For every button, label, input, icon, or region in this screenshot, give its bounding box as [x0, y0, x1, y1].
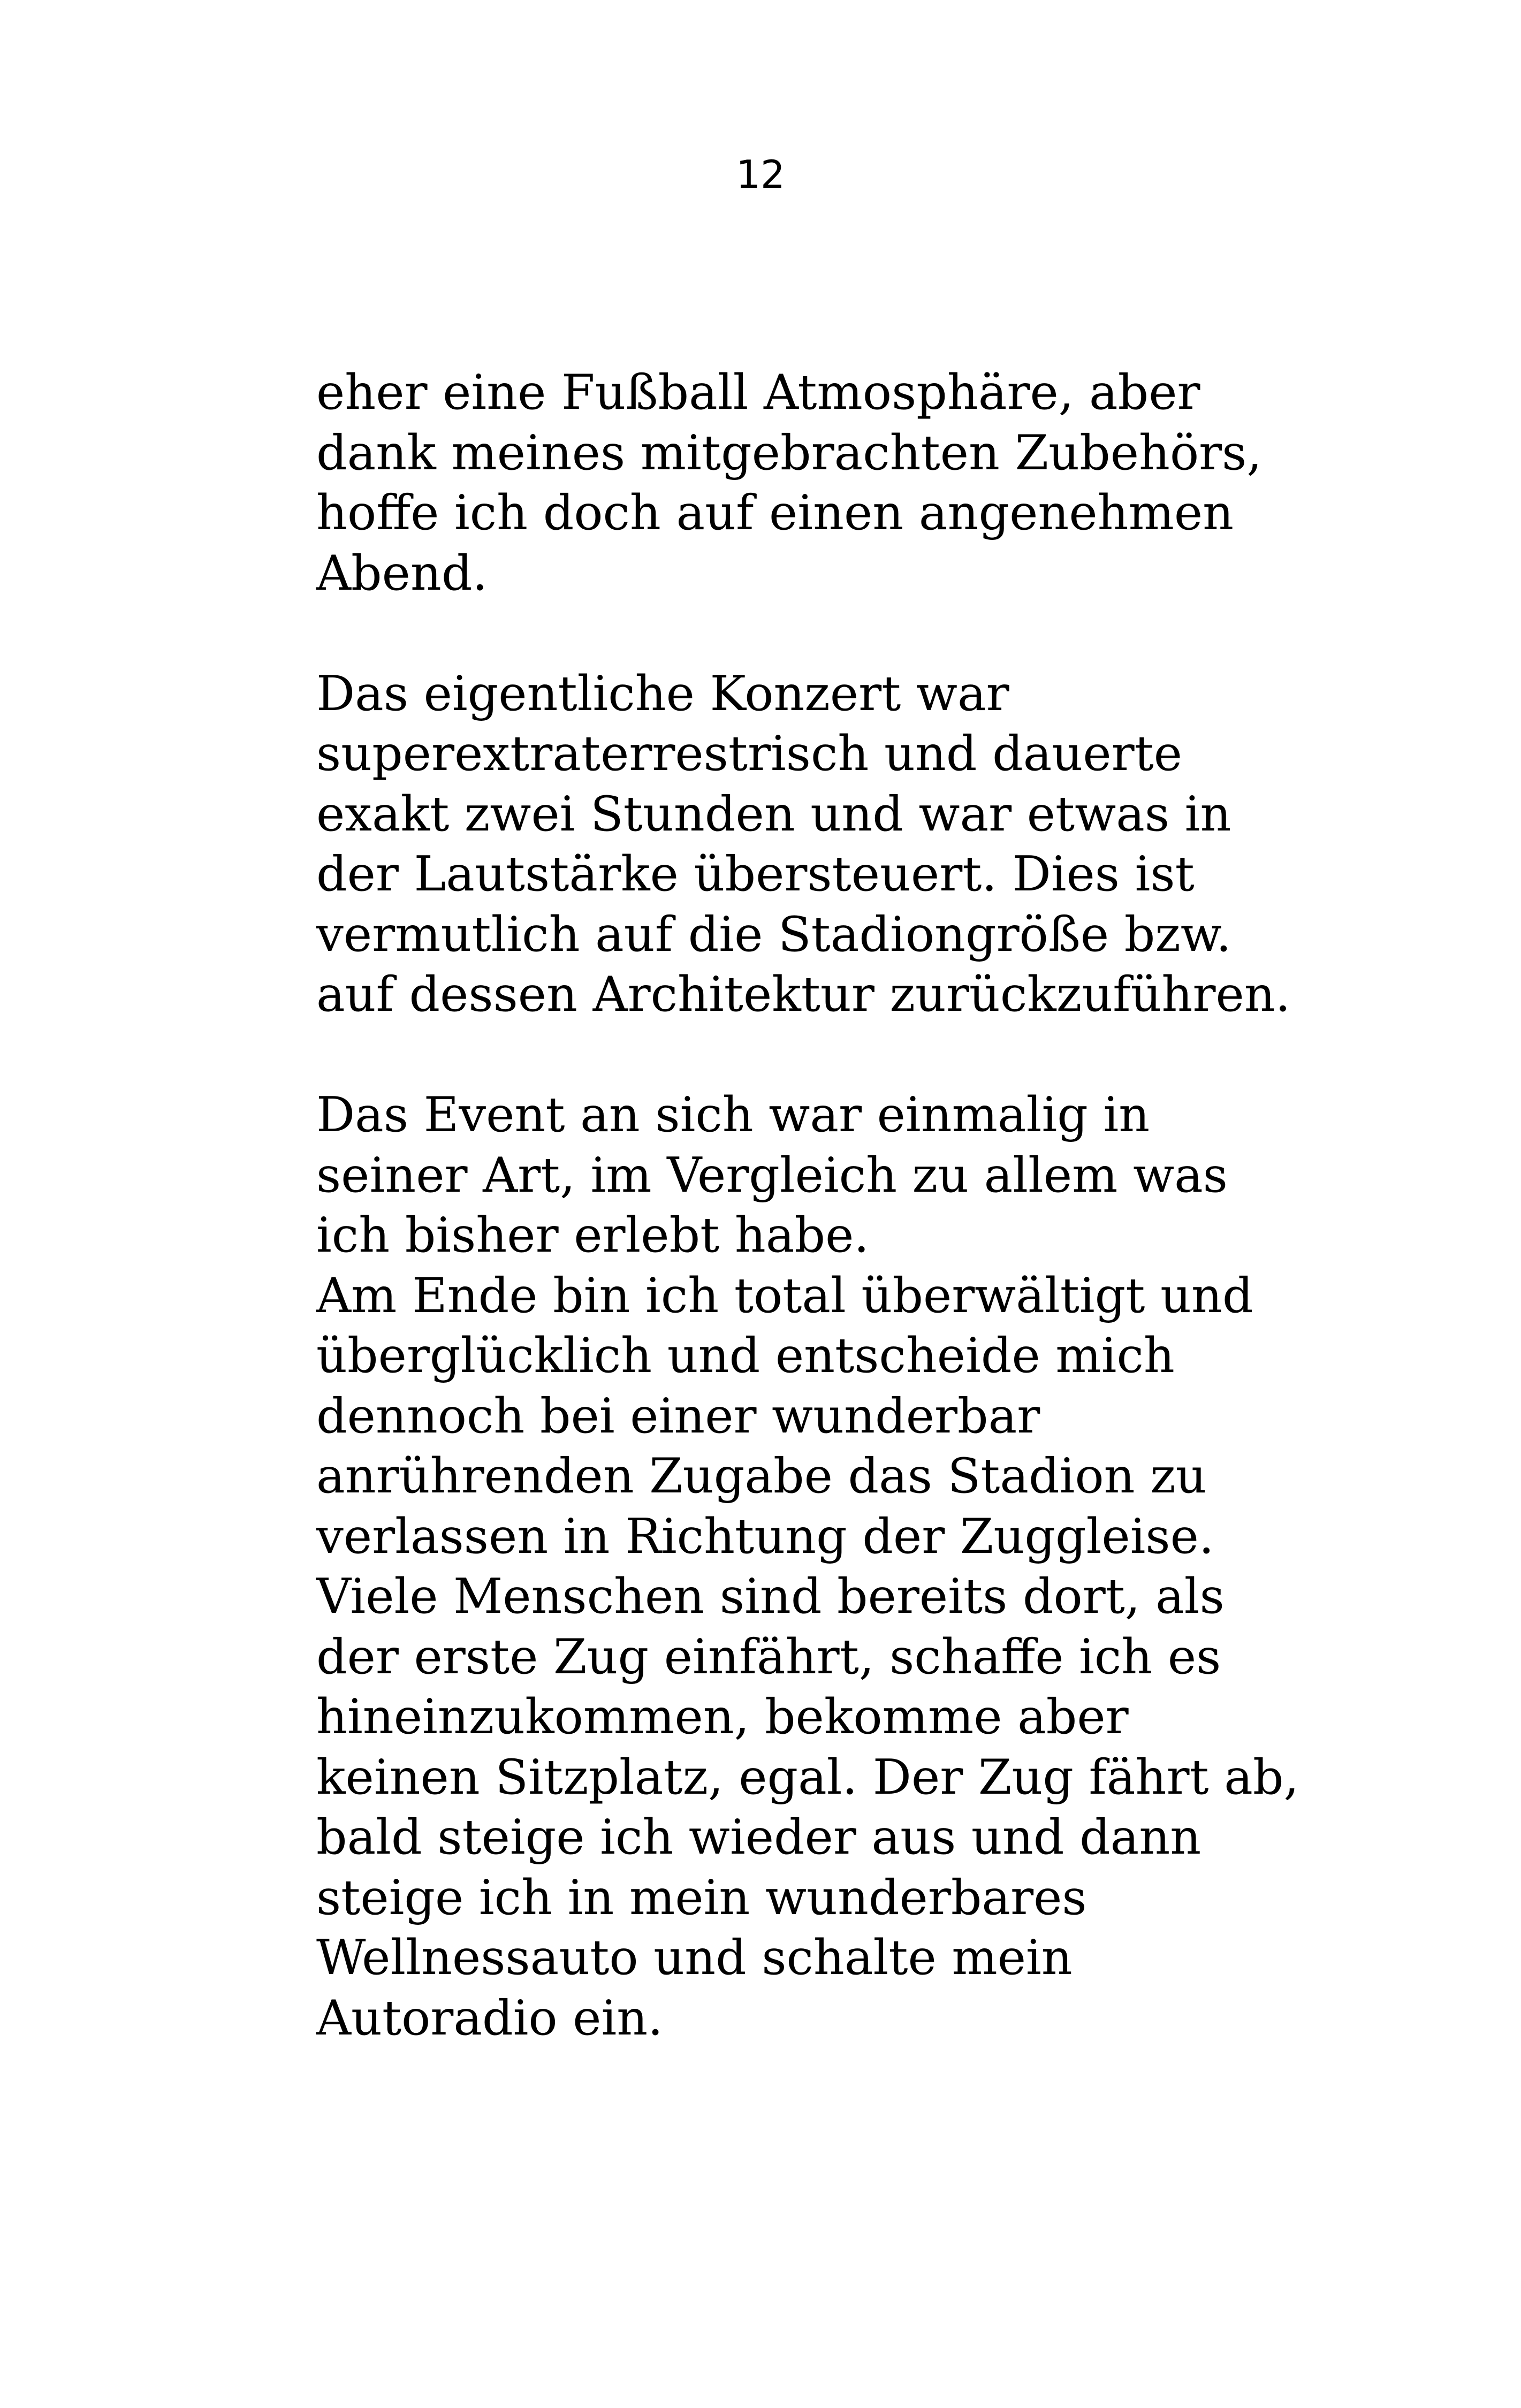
page-number: 12: [736, 152, 785, 197]
text-line: Das Event an sich war einmalig in: [316, 1087, 1150, 1143]
text-line: eher eine Fußball Atmosphäre, aber: [316, 364, 1200, 421]
text-line: verlassen in Richtung der Zuggleise.: [316, 1508, 1214, 1565]
text-line: bald steige ich wieder aus und dann: [316, 1809, 1201, 1865]
text-line: hineinzukommen, bekomme aber: [316, 1689, 1129, 1745]
text-line: der Lautstärke übersteuert. Dies ist: [316, 846, 1195, 902]
paragraph: [316, 1085, 1387, 1266]
text-line: steige ich in mein wunderbares: [316, 1869, 1087, 1926]
text-line: dennoch bei einer wunderbar: [316, 1388, 1040, 1444]
text-line: überglücklich und entscheide mich: [316, 1328, 1175, 1384]
paragraph: [316, 1266, 1387, 2049]
text-line: ich bisher erlebt habe.: [316, 1207, 870, 1263]
text-line: Autoradio ein.: [316, 1990, 663, 2046]
text-line: seiner Art, im Vergleich zu allem was: [316, 1147, 1228, 1203]
text-line: Wellnessauto und schalte mein: [316, 1930, 1073, 1986]
paragraph: [316, 664, 1387, 1025]
text-line: keinen Sitzplatz, egal. Der Zug fährt ab,: [316, 1749, 1299, 1805]
text-line: hoffe ich doch auf einen angenehmen: [316, 485, 1234, 541]
body-text: [316, 363, 1387, 2048]
text-line: vermutlich auf die Stadiongröße bzw.: [316, 906, 1231, 963]
text-line: auf dessen Architektur zurückzuführen.: [316, 966, 1291, 1023]
text-line: der erste Zug einfährt, schaffe ich es: [316, 1628, 1221, 1685]
text-line: superextraterrestrisch und dauerte: [316, 726, 1183, 782]
text-line: Am Ende bin ich total überwältigt und: [316, 1267, 1253, 1324]
text-line: anrührenden Zugabe das Stadion zu: [316, 1448, 1207, 1504]
text-line: Abend.: [316, 545, 488, 601]
text-line: dank meines mitgebrachten Zubehörs,: [316, 424, 1262, 481]
text-line: Das eigentliche Konzert war: [316, 665, 1009, 722]
text-line: exakt zwei Stunden und war etwas in: [316, 786, 1231, 842]
text-line: Viele Menschen sind bereits dort, als: [316, 1568, 1225, 1625]
paragraph: [316, 363, 1387, 604]
